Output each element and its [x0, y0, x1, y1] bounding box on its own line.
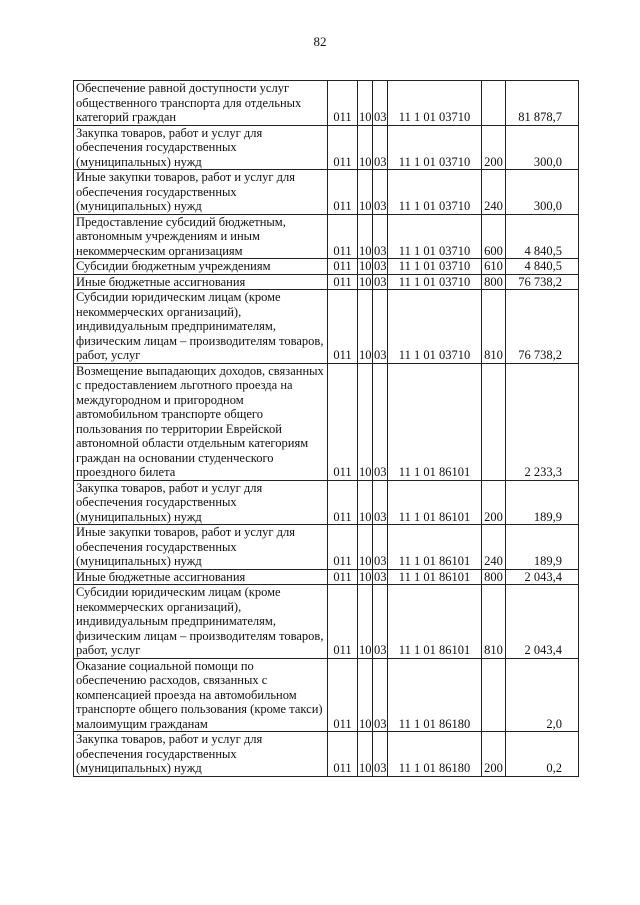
table-row	[74, 525, 579, 570]
amount: 2 043,4	[506, 585, 579, 659]
subsection-code: 03	[373, 125, 388, 170]
ministry-code: 011	[328, 363, 358, 480]
row-name: Субсидии юридическим лицам (кроме некоммерческих организаций), индивидуальным предпринимателям, физическим лицам – производителям товаров, работ, услуг	[74, 585, 328, 659]
subsection-code: 03	[373, 658, 388, 732]
amount: 300,0	[506, 170, 579, 215]
section-code: 10	[359, 274, 372, 289]
ministry-code: 011	[328, 480, 358, 525]
article-code: 11 1 01 03710	[388, 81, 482, 126]
subsection-code: 03	[373, 170, 388, 215]
section-code: 10	[358, 732, 373, 777]
amount: 4 840,5	[506, 214, 579, 259]
ministry-code: 011	[328, 569, 358, 585]
subsection-code: 03	[373, 214, 388, 259]
section-code: 10	[358, 480, 373, 525]
ministry-code: 011	[328, 525, 358, 570]
row-name: Обеспечение равной доступности услуг общественного транспорта для отдельных категорий граждан	[74, 81, 328, 126]
article-code: 11 1 01 03710	[388, 259, 482, 275]
section-code: 10	[358, 214, 373, 259]
table-row	[74, 290, 579, 364]
amount: 2 043,4	[506, 569, 579, 585]
table-row	[74, 274, 579, 290]
section-code: 10	[358, 525, 373, 570]
amount: 76 738,2	[506, 274, 579, 290]
subsection-code: 03	[374, 259, 387, 273]
table-row	[74, 480, 579, 525]
expense-type-code: 810	[482, 290, 506, 364]
article-code: 11 1 01 03710	[388, 125, 482, 170]
expense-type-code	[482, 81, 506, 126]
table-row	[74, 81, 579, 126]
expense-type-code: 240	[482, 525, 506, 570]
subsection-code: 03	[374, 569, 387, 584]
row-name: Закупка товаров, работ и услуг для обеспечения государственных (муниципальных) нужд	[74, 480, 328, 525]
expense-type-code: 200	[482, 125, 506, 170]
article-code: 11 1 01 03710	[388, 214, 482, 259]
row-name: Возмещение выпадающих доходов, связанных с предоставлением льготного проезда на междугородном и пригородном автомобильном транспорте общего пользования по территории Еврейской автономной области отдельным категориям граждан на основании студенческого проездного билета	[74, 363, 328, 480]
expense-type-code: 200	[482, 732, 506, 777]
ministry-code: 011	[328, 290, 358, 364]
table-row	[74, 214, 579, 259]
row-name: Предоставление субсидий бюджетным, автономным учреждениям и иным некоммерческим организациям	[74, 214, 328, 259]
table-row	[74, 125, 579, 170]
amount: 4 840,5	[506, 259, 579, 275]
subsection-code: 03	[373, 363, 388, 480]
amount: 300,0	[506, 125, 579, 170]
ministry-code: 011	[328, 214, 358, 259]
row-name: Субсидии юридическим лицам (кроме некоммерческих организаций), индивидуальным предпринимателям, физическим лицам – производителям товаров, работ, услуг	[74, 290, 328, 364]
expense-type-code: 800	[482, 274, 506, 290]
section-code: 10	[359, 259, 372, 273]
section-code: 10	[358, 585, 373, 659]
section-code: 10	[358, 81, 373, 126]
expense-type-code: 240	[482, 170, 506, 215]
expense-type-code: 800	[482, 569, 506, 585]
row-name: Оказание социальной помощи по обеспечению расходов, связанных с компенсацией проезда на автомобильном транспорте общего пользования (кроме такси) малоимущим гражданам	[74, 658, 328, 732]
page-number: 82	[313, 34, 327, 49]
subsection-code: 03	[374, 274, 387, 289]
article-code: 11 1 01 86101	[388, 569, 482, 585]
expense-type-code: 200	[482, 480, 506, 525]
article-code: 11 1 01 86101	[388, 585, 482, 659]
expense-type-code	[482, 363, 506, 480]
article-code: 11 1 01 03710	[388, 274, 482, 290]
table-row	[74, 259, 579, 275]
ministry-code: 011	[328, 170, 358, 215]
section-code: 10	[358, 363, 373, 480]
amount: 81 878,7	[506, 81, 579, 126]
section-code: 10	[358, 658, 373, 732]
subsection-code: 03	[373, 525, 388, 570]
table-row	[74, 363, 579, 480]
expense-type-code: 610	[482, 259, 506, 275]
ministry-code: 011	[328, 259, 358, 275]
row-name: Субсидии бюджетным учреждениям	[74, 259, 328, 275]
row-name: Иные закупки товаров, работ и услуг для обеспечения государственных (муниципальных) нужд	[74, 170, 328, 215]
article-code: 11 1 01 86180	[388, 658, 482, 732]
article-code: 11 1 01 86180	[388, 732, 482, 777]
row-name: Закупка товаров, работ и услуг для обеспечения государственных (муниципальных) нужд	[74, 732, 328, 777]
expense-type-code: 600	[482, 214, 506, 259]
subsection-code: 03	[373, 480, 388, 525]
ministry-code: 011	[328, 81, 358, 126]
row-name: Закупка товаров, работ и услуг для обеспечения государственных (муниципальных) нужд	[74, 125, 328, 170]
subsection-code: 03	[373, 732, 388, 777]
subsection-code: 03	[373, 81, 388, 126]
amount: 0,2	[506, 732, 579, 777]
article-code: 11 1 01 03710	[388, 290, 482, 364]
table-body	[74, 81, 579, 777]
amount: 189,9	[506, 480, 579, 525]
amount: 189,9	[506, 525, 579, 570]
section-code: 10	[359, 569, 372, 584]
table-row	[74, 569, 579, 585]
amount: 2,0	[506, 658, 579, 732]
article-code: 11 1 01 03710	[388, 170, 482, 215]
amount: 2 233,3	[506, 363, 579, 480]
ministry-code: 011	[328, 274, 358, 290]
row-name: Иные бюджетные ассигнования	[74, 569, 328, 585]
expense-type-code: 810	[482, 585, 506, 659]
article-code: 11 1 01 86101	[388, 525, 482, 570]
table-row	[74, 170, 579, 215]
budget-table	[73, 80, 579, 777]
article-code: 11 1 01 86101	[388, 480, 482, 525]
table-row	[74, 658, 579, 732]
section-code: 10	[358, 290, 373, 364]
ministry-code: 011	[328, 658, 358, 732]
ministry-code: 011	[328, 585, 358, 659]
amount: 76 738,2	[506, 290, 579, 364]
table-row	[74, 732, 579, 777]
subsection-code: 03	[373, 585, 388, 659]
section-code: 10	[358, 125, 373, 170]
ministry-code: 011	[328, 125, 358, 170]
row-name: Иные бюджетные ассигнования	[74, 274, 328, 290]
section-code: 10	[358, 170, 373, 215]
article-code: 11 1 01 86101	[388, 363, 482, 480]
row-name: Иные закупки товаров, работ и услуг для обеспечения государственных (муниципальных) нужд	[74, 525, 328, 570]
ministry-code: 011	[328, 732, 358, 777]
expense-type-code	[482, 658, 506, 732]
table-row	[74, 585, 579, 659]
subsection-code: 03	[373, 290, 388, 364]
